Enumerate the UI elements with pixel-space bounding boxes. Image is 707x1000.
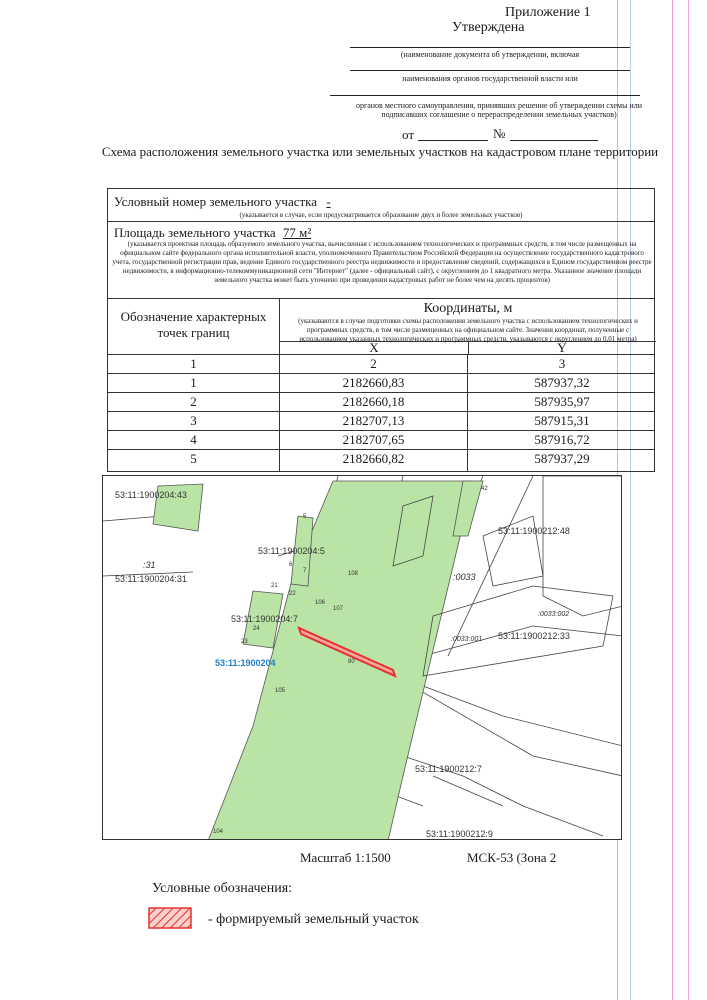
- legend-item-label: - формируемый земельный участок: [208, 912, 419, 927]
- index-cell: 1: [108, 355, 280, 373]
- y-cell: 587916,72: [534, 432, 590, 447]
- map-label: :31: [143, 560, 156, 570]
- table-row: [108, 393, 654, 412]
- xy-header: [280, 341, 656, 356]
- point-cell: 4: [108, 431, 280, 449]
- map-label: 53:11:1900212:7: [415, 764, 482, 774]
- table-row: [108, 431, 654, 450]
- y-cell: 587937,32: [534, 375, 590, 390]
- point-label: 22: [289, 591, 296, 597]
- caption-line-4: подписавших соглашение о перераспределении земельных участков): [381, 110, 617, 119]
- area-note: (указывается проектная площадь образуемого земельного участка, вычисленная с использованием технологических и программных средств, в том числе размещенных на официальном сайте федерального органа исполнительной власти, уполномоченного Правительством Российской Федерации на осуществление государственного кадастрового учета, государственной регистрации прав, ведение Единого государственного реестра недвижимости и предоставление сведений, содержащихся в Едином государственном реестре недвижимости, в информационно-телекоммуникационной сети "Интернет" (далее - официальный сайт), с округлением до 1 квадратного метра. Указанное значение площади земельного участка может быть уточнено при проведении кадастровых работ не более чем на десять процентов): [112, 240, 652, 284]
- map-label: 53:11:1900212:9: [426, 829, 493, 839]
- point-label: 21: [271, 583, 278, 589]
- map-scale: Масштаб 1:1500: [300, 850, 391, 865]
- coords-header-note: (указываются в случае подготовки схемы расположения земельного участка с использованием технологических и программных средств, в том числе размещенных на официальном сайте. Значения координат, полученные с использованием указанных технологических и программных средств, указываются с округлением до 0,01 метра): [298, 317, 638, 343]
- map-label: 53:11:1900212:48: [498, 526, 570, 536]
- legend-swatch-icon: [148, 907, 192, 929]
- y-header: Y: [557, 340, 567, 355]
- caption-line-1: (наименование документа об утверждении, включая: [400, 50, 580, 59]
- conditional-number-label: Условный номер земельного участка -: [114, 194, 331, 209]
- point-label: 7: [303, 568, 307, 574]
- points-column-header: Обозначение характерных точек границ: [108, 299, 280, 354]
- info-table: [107, 188, 655, 472]
- y-cell: 587915,31: [534, 413, 590, 428]
- point-label: 104: [213, 829, 224, 835]
- area-value: 77 м²: [282, 225, 312, 240]
- table-row: [108, 374, 654, 393]
- map-label: 53:11:1900204:31: [115, 574, 187, 584]
- map-label: 53:11:1900204:5: [258, 546, 325, 556]
- point-label: 6: [289, 562, 293, 568]
- legend-title: Условные обозначения:: [152, 881, 293, 896]
- map-label: :0033: [453, 572, 476, 582]
- point-label: 5: [303, 514, 307, 520]
- caption-line-2: наименования органов государственной власти или: [402, 74, 578, 83]
- x-cell: 2182660,83: [280, 374, 468, 392]
- conditional-number-note: (указывается в случае, если предусматривается образование двух и более земельных участков): [239, 211, 523, 219]
- approval-line: [330, 95, 640, 96]
- y-cell: 587937,29: [534, 451, 590, 466]
- map-label: 53:11:1900212:33: [498, 631, 570, 641]
- point-label: 107: [333, 606, 344, 612]
- index-cell: 3: [558, 356, 566, 371]
- map-label: 53:11:1900204:7: [231, 614, 298, 624]
- point-label: 108: [348, 571, 359, 577]
- point-cell: 3: [108, 412, 280, 430]
- x-cell: 2182660,18: [280, 393, 468, 411]
- point-label: 106: [315, 600, 326, 606]
- index-cell: 2: [280, 355, 468, 373]
- point-label: 105: [275, 688, 286, 694]
- point-cell: 5: [108, 450, 280, 471]
- page-title: Схема расположения земельного участка или земельных участков на кадастровом плане территории: [101, 144, 659, 159]
- table-row: [108, 412, 654, 431]
- point-label: 42: [481, 486, 488, 492]
- coords-header-title: Координаты, м: [423, 301, 513, 316]
- appendix-label: Приложение 1: [505, 5, 591, 20]
- point-label: 24: [253, 626, 260, 632]
- map-label: :0033:002: [538, 611, 570, 618]
- cadastral-map: [102, 475, 622, 840]
- from-label: от: [402, 127, 415, 142]
- index-row: [108, 355, 654, 374]
- point-label: 80: [348, 659, 355, 665]
- approved-label: Утверждена: [452, 20, 525, 35]
- area-label: Площадь земельного участка 77 м²: [114, 225, 312, 240]
- map-crs: МСК-53 (Зона 2: [467, 850, 557, 865]
- date-line: [418, 140, 488, 141]
- x-cell: 2182660,82: [280, 450, 468, 471]
- map-label-block: 53:11:1900204: [215, 658, 276, 668]
- point-label: 23: [241, 639, 248, 645]
- conditional-number-row: [108, 189, 654, 222]
- point-cell: 1: [108, 374, 280, 392]
- x-cell: 2182707,65: [280, 431, 468, 449]
- number-line: [510, 140, 598, 141]
- number-label: №: [493, 126, 506, 141]
- conditional-number-value: -: [326, 194, 331, 209]
- map-label: :0033:001: [451, 636, 483, 643]
- approval-line: [350, 70, 630, 71]
- approval-line: [350, 47, 630, 48]
- caption-line-3: органов местного самоуправления, принявших решение об утверждении схемы или: [355, 101, 643, 110]
- table-row: [108, 450, 654, 471]
- x-cell: 2182707,13: [280, 412, 468, 430]
- y-cell: 587935,97: [534, 394, 590, 409]
- x-header: X: [280, 341, 469, 355]
- map-label: 53:11:1900204:43: [115, 490, 187, 500]
- area-row: [108, 222, 654, 299]
- coords-header-row: [108, 299, 654, 355]
- scan-line: [688, 0, 689, 1000]
- point-cell: 2: [108, 393, 280, 411]
- scan-line: [672, 0, 673, 1000]
